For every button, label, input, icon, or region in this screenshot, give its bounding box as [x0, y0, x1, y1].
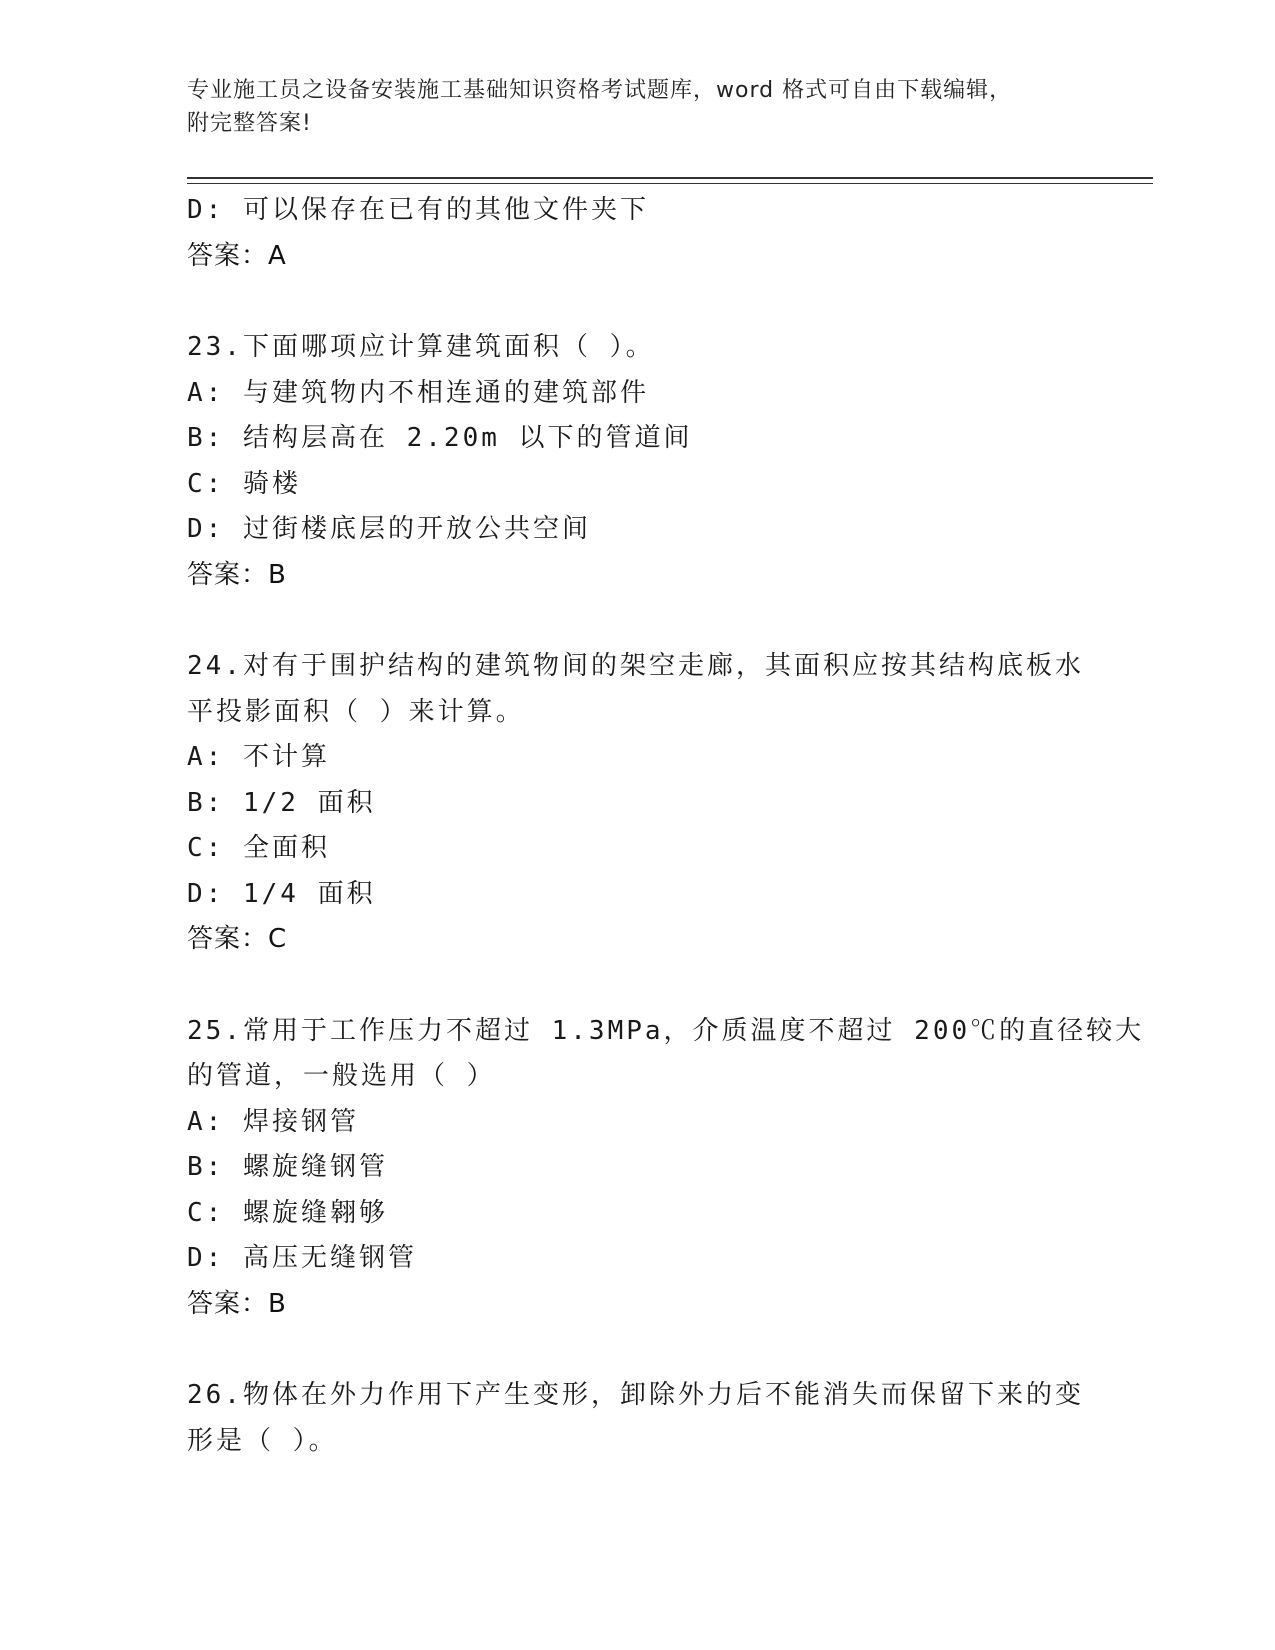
answer-label: 答案：A [187, 240, 287, 271]
header-line-1: 专业施工员之设备安装施工基础知识资格考试题库，word 格式可自由下载编辑， [187, 78, 1013, 103]
question-24 [187, 644, 1087, 963]
question-23 [187, 325, 1087, 598]
answer-label: 答案：B [187, 559, 287, 590]
question-stem: 23.下面哪项应计算建筑面积（ ）。 [187, 332, 655, 362]
spacer [187, 598, 1087, 644]
spacer [187, 1327, 1087, 1373]
answer-label: 答案：C [187, 924, 288, 954]
header-line-2: 附完整答案! [187, 111, 312, 136]
option-a: A: 与建筑物内不相连通的建筑部件 [187, 377, 649, 408]
option-d: D: 高压无缝钢管 [187, 1243, 417, 1273]
question-list [187, 188, 1145, 1464]
question-stem-line-2: 的管道，一般选用（ ） [187, 1061, 496, 1091]
option-d: D: 1/4 面积 [187, 878, 376, 909]
question-22-tail [187, 188, 1087, 279]
question-stem-line-1: 24.对有于围护结构的建筑物间的架空走廊，其面积应按其结构底板水 [187, 651, 1084, 681]
header-divider-thick [187, 177, 1153, 179]
option-b: B: 螺旋缝钢管 [187, 1152, 388, 1182]
question-stem-line-2: 形是（ ）。 [187, 1425, 338, 1456]
option-c: C: 全面积 [187, 833, 330, 863]
answer-label: 答案：B [187, 1288, 287, 1319]
question-25 [187, 1009, 1145, 1328]
question-stem-line-2: 平投影面积（ ）来计算。 [187, 696, 525, 727]
header-divider-thin [187, 183, 1153, 184]
option-c: C: 螺旋缝翱够 [187, 1197, 388, 1228]
option-b: B: 结构层高在 2.20m 以下的管道间 [187, 423, 693, 453]
option-b: B: 1/2 面积 [187, 787, 376, 818]
option-d: D: 可以保存在已有的其他文件夹下 [187, 195, 649, 225]
document-header [187, 74, 1067, 140]
spacer [187, 963, 1087, 1009]
question-26 [187, 1373, 1087, 1464]
question-stem-line-1: 25.常用于工作压力不超过 1.3MPa，介质温度不超过 200℃的直径较大 [187, 1015, 1145, 1046]
option-a: A: 焊接钢管 [187, 1106, 359, 1137]
option-a: A: 不计算 [187, 742, 330, 772]
option-c: C: 骑楼 [187, 468, 301, 499]
spacer [187, 279, 1087, 325]
option-d: D: 过街楼底层的开放公共空间 [187, 514, 591, 544]
question-stem-line-1: 26.物体在外力作用下产生变形，卸除外力后不能消失而保留下来的变 [187, 1380, 1084, 1410]
